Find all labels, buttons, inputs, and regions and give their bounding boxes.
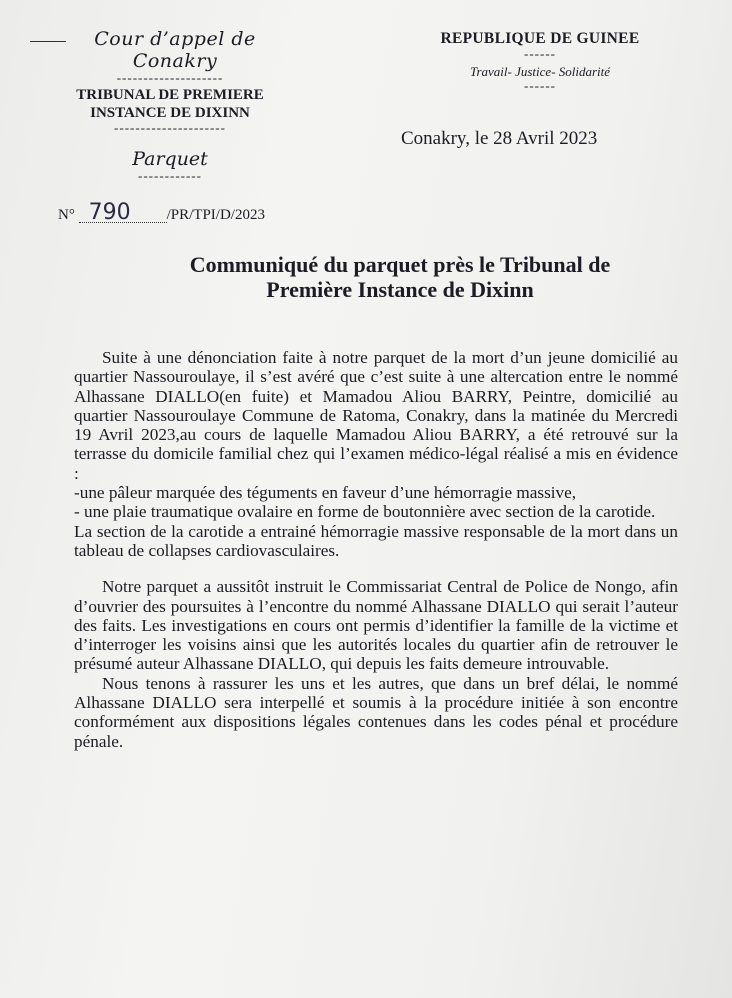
republic-name: REPUBLIQUE DE GUINEE	[440, 30, 640, 47]
title-line-1: Communiqué du parquet près le Tribunal de	[189, 252, 611, 277]
separator: ------	[524, 78, 556, 93]
parquet-label: Parquet	[132, 148, 208, 170]
document-date: Conakry, le 28 Avril 2023	[401, 128, 598, 149]
document-title	[100, 252, 700, 302]
republic-block	[420, 30, 660, 92]
list-item: - une plaie traumatique ovalaire en forme de boutonnière avec section de la carotide.	[74, 502, 656, 522]
tribunal-line-2: INSTANCE DE DIXINN	[90, 105, 250, 121]
tribunal-line-1: TRIBUNAL DE PREMIERE	[76, 87, 264, 103]
court-name	[50, 28, 300, 72]
title-line-2: Première Instance de Dixinn	[266, 277, 534, 302]
paragraph: La section de la carotide a entrainé hémorragie massive responsable de la mort dans un tableau de collapses cardiovasculaires.	[74, 521, 678, 560]
court-underline-stroke	[30, 41, 66, 42]
paragraph: Suite à une dénonciation faite à notre parquet de la mort d’un jeune domicilié au quartier Nassouroulaye, il s’est avéré que c’est suite à une altercation entre le nommé Alhassane DIALLO(en fuite) et Mamadou Aliou BARRY, Peintre, domicilié au quartier Nassouroulaye Commune de Ratoma, Conakry, dans la matinée du Mercredi 19 Avril 2023,au cours de laquelle Mamadou Aliou BARRY, a été retrouvé sur la terrasse du domicile familial chez qui l’examen médico-légal réalisé a mis en évidence :	[74, 348, 678, 483]
tribunal-name	[40, 86, 300, 122]
separator: --------------------	[116, 70, 224, 85]
national-motto: Travail- Justice- Solidarité	[469, 64, 611, 79]
reference-prefix: N°	[58, 207, 75, 223]
separator: ------------	[138, 168, 202, 183]
paragraph: Nous tenons à rassurer les uns et les autres, que dans un bref délai, le nommé Alhassane DIALLO sera interpellé et soumis à la procédure initiée à son encontre conformément aux dispositions légales contenues dans les codes pénal et procédure pénale.	[74, 673, 678, 751]
reference-number	[58, 200, 265, 225]
paragraph: Notre parquet a aussitôt instruit le Commissariat Central de Police de Nongo, afin d’ouvrier des poursuites à l’encontre du nommé Alhassane DIALLO qui serait l’auteur des faits. Les investigations en cours ont permis d’identifier la famille de la victime et d’interroger les voisins ainsi que les autorités locales du quartier afin de retrouver le présumé auteur Alhassane DIALLO, qui depuis les faits demeure introuvable.	[74, 577, 678, 674]
handwritten-number: 790	[79, 204, 167, 223]
court-name-text: Cour d’appel de Conakry	[94, 28, 256, 72]
issuing-authority-block	[40, 28, 300, 182]
separator: ---------------------	[114, 120, 226, 135]
reference-suffix: /PR/TPI/D/2023	[166, 207, 265, 223]
document-body	[74, 348, 678, 751]
list-item: -une pâleur marquée des téguments en faveur d’une hémorragie massive,	[74, 483, 577, 503]
separator: ------	[524, 46, 556, 61]
